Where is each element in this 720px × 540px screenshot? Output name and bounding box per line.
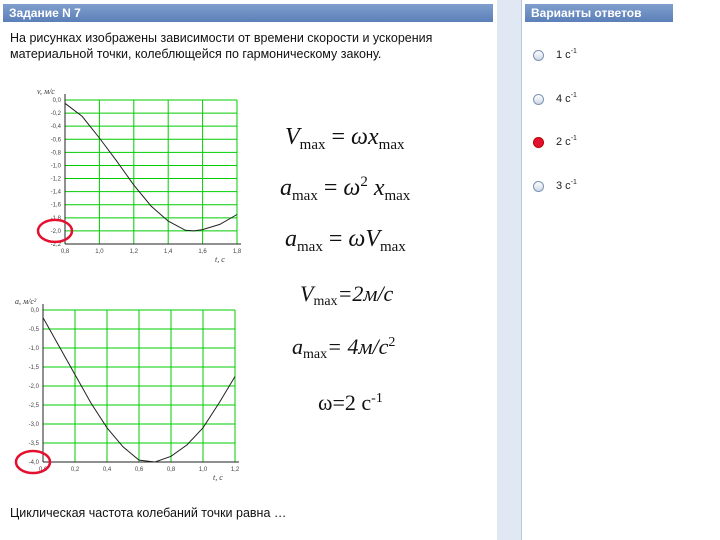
answer-option-label: 1 с (556, 49, 571, 61)
data-line (65, 103, 237, 231)
y-tick-label: -0,6 (50, 137, 61, 144)
x-tick-label: 0,8 (166, 467, 176, 473)
answer-option-4[interactable] (533, 174, 577, 192)
y-tick-label: -3,0 (28, 422, 39, 428)
x-tick-label: 1,2 (129, 249, 138, 255)
radio-button-icon[interactable] (533, 137, 544, 148)
x-axis-label: t, c (215, 255, 225, 264)
formula-a2-lhs: a (285, 226, 297, 252)
y-tick-label: -1,0 (50, 163, 61, 170)
radio-button-icon[interactable] (533, 181, 544, 192)
result-amax-lhs: a (292, 334, 303, 359)
formula-v-lhs-sub: max (299, 137, 326, 153)
answer-option-label: 3 с (556, 180, 571, 192)
answers-header: Варианты ответов (525, 4, 673, 22)
y-tick-label: -1,2 (50, 176, 61, 183)
formula-v-lhs: V (285, 124, 300, 150)
y-tick-label: -1,5 (28, 365, 39, 371)
x-tick-label: 1,6 (198, 249, 207, 255)
y-tick-label: -0,2 (50, 111, 61, 118)
x-tick-label: 1,2 (230, 467, 240, 473)
x-tick-label: 0,0 (38, 467, 48, 473)
question-text: На рисунках изображены зависимости от времени скорости и ускорения материальной точки, колеблющейся по гармоническому закону. (10, 31, 433, 61)
answer-option-sup: -1 (570, 92, 577, 99)
formula-a1-sup: 2 (360, 174, 368, 190)
y-tick-label: 0,0 (30, 308, 39, 314)
x-tick-label: 1,4 (164, 249, 173, 255)
answer-option-sup: -1 (570, 179, 577, 186)
y-tick-label: -2,2 (50, 242, 61, 248)
x-axis-label: t, c (213, 473, 223, 482)
x-tick-label: 1,0 (95, 249, 104, 255)
y-tick-label: -0,8 (50, 150, 61, 157)
result-vmax-lhs: V (300, 281, 314, 306)
divider-strip (497, 0, 522, 540)
formula-a2-eq: = (322, 226, 349, 252)
y-tick-label: -2,5 (28, 403, 39, 409)
y-axis-label: v, м/с (37, 87, 55, 96)
formula-a1-lhs-sub: max (292, 188, 318, 204)
formula-a1-rhs-b: x (367, 175, 385, 201)
answer-option-sup: -1 (570, 135, 577, 142)
y-tick-label: -0,5 (28, 327, 39, 333)
radio-button-icon[interactable] (533, 50, 544, 61)
y-tick-label: -1,0 (28, 346, 39, 352)
formula-v-rhs-sub: max (378, 137, 405, 153)
answer-option-1[interactable] (533, 43, 577, 61)
answer-option-sup: -1 (570, 48, 577, 55)
answer-option-label: 4 с (556, 93, 571, 105)
y-tick-label: -4,0 (28, 460, 39, 466)
task-header: Задание N 7 (3, 4, 493, 22)
x-tick-label: 0,6 (134, 467, 144, 473)
y-tick-label: -0,4 (50, 124, 61, 131)
result-amax (292, 334, 395, 363)
formula-v-rhs: ωx (351, 124, 379, 150)
result-vmax-rhs: =2м/с (337, 281, 394, 306)
answer-option-3[interactable] (533, 130, 577, 148)
y-axis-label: a, м/с² (15, 297, 37, 306)
y-tick-label: 0,0 (52, 98, 61, 104)
formula-v (285, 124, 404, 154)
acceleration-chart (15, 286, 265, 486)
formula-a2-rhs-sub: max (379, 239, 406, 255)
result-amax-sup: 2 (388, 335, 396, 350)
formula-a1 (280, 174, 410, 205)
question-footer: Циклическая частота колебаний точки равна … (10, 506, 287, 520)
formula-a1-eq: = (317, 175, 344, 201)
answer-option-label: 2 с (556, 136, 571, 148)
result-omega (318, 390, 383, 416)
result-amax-sub: max (303, 347, 328, 362)
velocity-chart (15, 87, 265, 264)
result-amax-rhs: = 4м/с (327, 334, 389, 359)
formula-a1-rhs-sub: max (384, 188, 411, 204)
formula-a1-lhs: a (280, 175, 292, 201)
formula-v-eq: = (325, 124, 352, 150)
answer-option-2[interactable] (533, 87, 577, 105)
formula-a2-lhs-sub: max (297, 239, 323, 255)
result-omega-sup: -1 (371, 391, 383, 406)
y-tick-label: -2,0 (28, 384, 39, 390)
y-tick-label: -3,5 (28, 441, 39, 447)
x-tick-label: 0,4 (102, 467, 112, 473)
x-tick-label: 1,0 (198, 467, 208, 473)
x-tick-label: 0,8 (60, 249, 70, 255)
x-tick-label: 1,8 (232, 249, 242, 255)
formula-a2-rhs: ωV (348, 226, 380, 252)
formula-a2 (285, 226, 406, 256)
y-tick-label: -2,0 (50, 228, 61, 235)
radio-button-icon[interactable] (533, 94, 544, 105)
x-tick-label: 0,2 (70, 467, 80, 473)
result-vmax-sub: max (313, 294, 338, 309)
result-vmax (300, 281, 393, 310)
formula-a1-rhs: ω (343, 175, 361, 201)
y-tick-label: -1,6 (50, 202, 61, 209)
result-omega-text: ω=2 с (318, 390, 372, 415)
y-tick-label: -1,4 (50, 189, 61, 196)
y-tick-label: -1,8 (50, 215, 61, 222)
